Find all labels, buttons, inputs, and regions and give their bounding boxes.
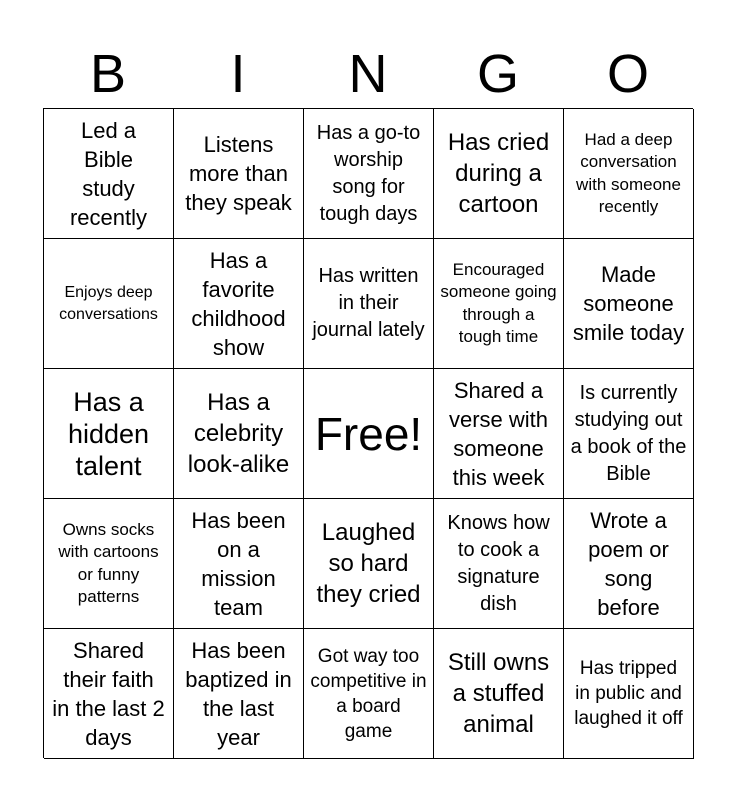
bingo-cell[interactable]	[564, 499, 694, 629]
header-letter-i: I	[230, 44, 246, 104]
cell-text: Enjoys deep conversations	[59, 283, 158, 323]
cell-text: Has cried during a cartoon	[447, 129, 550, 218]
header-letter-g: G	[476, 44, 519, 104]
header-letter-o: O	[606, 44, 649, 104]
bingo-cell[interactable]	[304, 109, 434, 239]
bingo-cell[interactable]	[564, 629, 694, 759]
bingo-cell[interactable]	[44, 369, 174, 499]
cell-text: Has tripped in public and laughed it off	[574, 658, 683, 729]
bingo-cell[interactable]	[174, 369, 304, 499]
bingo-cell[interactable]	[564, 369, 694, 499]
cell-text: Shared their faith in the last 2 days	[52, 637, 165, 750]
free-space[interactable]	[304, 369, 434, 499]
cell-text: Owns socks with cartoons or funny patterns	[58, 519, 159, 606]
cell-text: Has written in their journal lately	[312, 265, 425, 341]
bingo-cell[interactable]	[44, 109, 174, 239]
bingo-cell[interactable]	[434, 369, 564, 499]
cell-text: Wrote a poem or song before	[588, 507, 669, 620]
bingo-cell[interactable]	[434, 629, 564, 759]
cell-text: Has a go-to worship song for tough days	[316, 121, 421, 225]
cell-text: Encouraged someone going through a tough time	[440, 259, 557, 346]
bingo-cell[interactable]	[44, 239, 174, 369]
bingo-cell[interactable]	[434, 499, 564, 629]
bingo-cell[interactable]	[434, 109, 564, 239]
cell-text: Led a Bible study recently	[69, 117, 148, 230]
cell-text: Has a celebrity look-alike	[187, 389, 290, 478]
header-letter-n: N	[348, 44, 388, 104]
bingo-header	[43, 40, 693, 108]
bingo-cell[interactable]	[564, 109, 694, 239]
cell-text: Shared a verse with someone this week	[448, 377, 549, 490]
cell-text: Has a favorite childhood show	[191, 247, 286, 360]
cell-text: Had a deep conversation with someone recently	[576, 129, 681, 216]
cell-text: Laughed so hard they cried	[316, 519, 421, 608]
bingo-cell[interactable]	[44, 629, 174, 759]
cell-text: Has been on a mission team	[191, 507, 286, 620]
cell-text: Listens more than they speak	[185, 132, 292, 215]
bingo-cell[interactable]	[44, 499, 174, 629]
bingo-cell[interactable]	[564, 239, 694, 369]
cell-text: Is currently studying out a book of the Bible	[570, 381, 687, 485]
bingo-cell[interactable]	[174, 239, 304, 369]
bingo-cell[interactable]	[304, 239, 434, 369]
header-letter-b: B	[89, 44, 127, 104]
bingo-cell[interactable]	[304, 629, 434, 759]
cell-text: Free!	[314, 407, 423, 460]
bingo-cell[interactable]	[304, 499, 434, 629]
cell-text: Still owns a stuffed animal	[447, 649, 550, 738]
cell-text: Has a hidden talent	[67, 386, 150, 481]
cell-text: Made someone smile today	[572, 262, 685, 345]
bingo-cell[interactable]	[174, 109, 304, 239]
bingo-cell[interactable]	[434, 239, 564, 369]
cell-text: Has been baptized in the last year	[185, 637, 292, 750]
bingo-card	[43, 108, 693, 758]
bingo-cell[interactable]	[174, 499, 304, 629]
cell-text: Got way too competitive in a board game	[310, 645, 427, 742]
bingo-cell[interactable]	[174, 629, 304, 759]
cell-text: Knows how to cook a signature dish	[447, 511, 550, 615]
